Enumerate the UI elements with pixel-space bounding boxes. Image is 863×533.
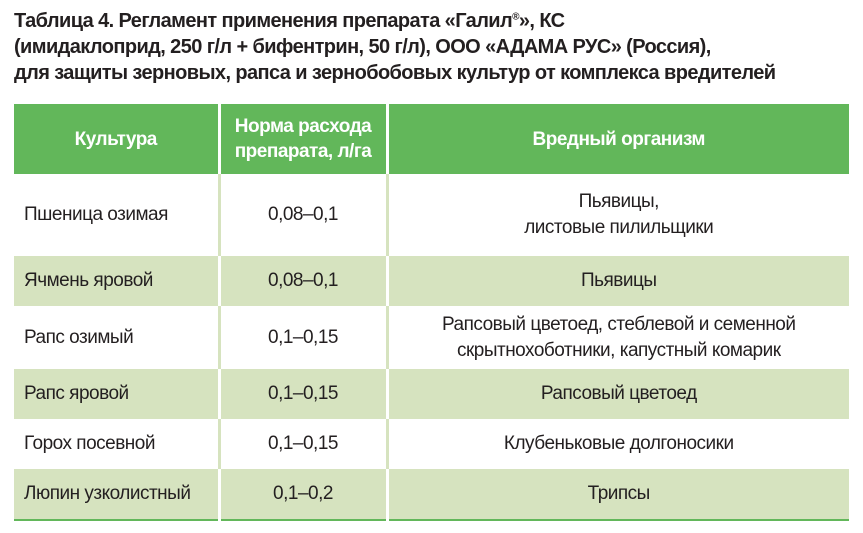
pest-cell: Трипсы — [387, 469, 849, 520]
crop-cell: Горох посевной — [14, 419, 219, 469]
table-header-row — [14, 104, 849, 174]
pest-cell: Клубеньковые долгоносики — [387, 419, 849, 469]
header-rate-line-1: Норма расхода — [234, 116, 372, 137]
pest-line-1: Пьявицы, — [578, 191, 659, 212]
rate-cell: 0,1–0,15 — [219, 369, 387, 419]
pest-line-1: Рапсовый цветоед, стеблевой и семенной — [442, 313, 796, 335]
header-crop: Культура — [14, 104, 219, 174]
crop-cell: Рапс яровой — [14, 369, 219, 419]
caption-formulation: », КС — [518, 10, 565, 32]
crop-cell: Люпин узколистный — [14, 469, 219, 520]
crop-cell: Пшеница озимая — [14, 174, 219, 256]
table-row — [14, 174, 849, 256]
pest-line-2: скрытнохоботники, капустный комарик — [456, 339, 781, 361]
header-pest: Вредный организм — [387, 104, 849, 174]
crop-cell: Ячмень яровой — [14, 256, 219, 306]
rate-cell: 0,08–0,1 — [219, 256, 387, 306]
crop-cell: Рапс озимый — [14, 306, 219, 369]
table-row — [14, 306, 849, 369]
pest-line-2: листовые пилильщики — [524, 217, 714, 238]
rate-cell: 0,1–0,15 — [219, 306, 387, 369]
pest-cell — [387, 306, 849, 369]
rate-cell: 0,08–0,1 — [219, 174, 387, 256]
registered-mark: ® — [512, 11, 519, 23]
pest-cell: Рапсовый цветоед — [387, 369, 849, 419]
table-caption — [14, 8, 854, 86]
header-rate-line-2: препарата, л/га — [234, 141, 372, 162]
caption-title-text: Таблица 4. Регламент применения препарата «Галил — [14, 10, 513, 32]
header-rate — [219, 104, 387, 174]
pest-cell: Пьявицы — [387, 256, 849, 306]
pest-cell — [387, 174, 849, 256]
table-row — [14, 256, 849, 306]
rate-cell: 0,1–0,15 — [219, 419, 387, 469]
table-row — [14, 469, 849, 520]
table-row — [14, 369, 849, 419]
rate-cell: 0,1–0,2 — [219, 469, 387, 520]
caption-line-1 — [14, 8, 854, 34]
caption-line-2: (имидаклоприд, 250 г/л + бифентрин, 50 г/л), ООО «АДАМА РУС» (Россия), — [14, 36, 711, 58]
regulation-table — [14, 104, 849, 521]
caption-line-3: для защиты зерновых, рапса и зернобобовых культур от комплекса вредителей — [14, 62, 776, 84]
table-row — [14, 419, 849, 469]
